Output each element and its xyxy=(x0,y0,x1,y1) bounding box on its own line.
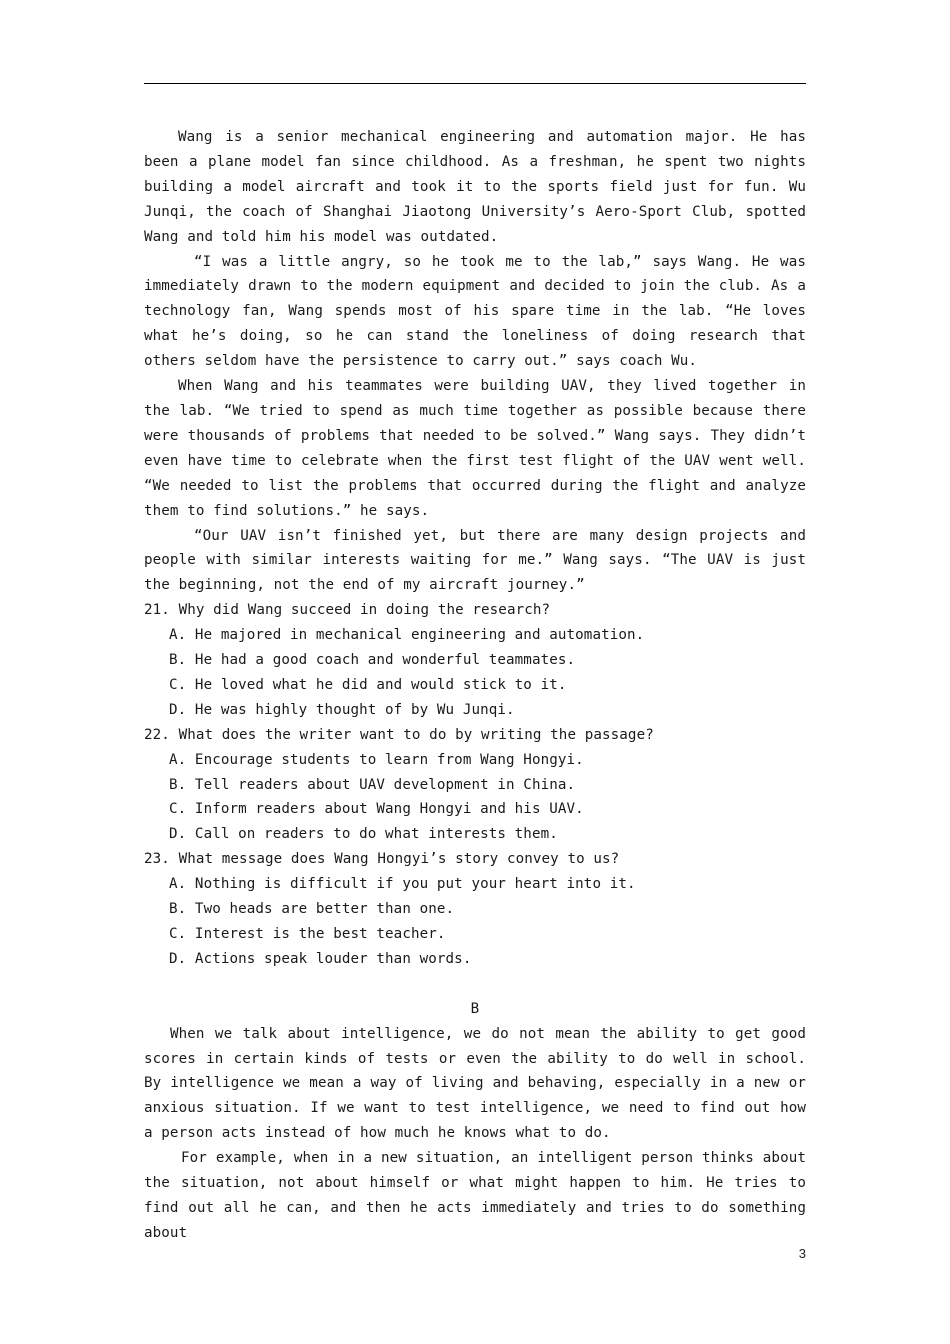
option-a: A. He majored in mechanical engineering and automation. xyxy=(169,627,645,644)
passage-a-paragraph: Wang is a senior mechanical engineering and automation major. He has been a plane model fan since childhood. As a freshman, he spent two nights building a model aircraft and took it to the sports field just for fun. Wu Junqi, the coach of Shanghai Jiaotong University’s Aero-Sport Club, spotted Wang and told him his model was outdated. xyxy=(144,129,806,245)
question-22 xyxy=(144,723,806,848)
question-stem: 23. What message does Wang Hongyi’s story convey to us? xyxy=(144,851,620,868)
passage-b-paragraph: For example, when in a new situation, an intelligent person thinks about the situation, not about himself or what might happen to him. He tries to find out all he can, and then he acts immediately and tries to do something about xyxy=(144,1150,806,1241)
option-d: D. He was highly thought of by Wu Junqi. xyxy=(169,701,515,718)
passage-a-paragraph: When Wang and his teammates were building UAV, they lived together in the lab. “We tried to spend as much time together as possible because there were thousands of problems that needed to be solved.” Wang says. They didn’t even have time to celebrate when the first test flight of the UAV went well. “We needed to list the problems that occurred during the flight and analyze them to find solutions.” he says. xyxy=(144,378,806,519)
option-a: A. Nothing is difficult if you put your heart into it. xyxy=(169,876,636,893)
option-a: A. Encourage students to learn from Wang Hongyi. xyxy=(169,751,584,768)
page-content xyxy=(144,125,806,1246)
question-stem: 22. What does the writer want to do by writing the passage? xyxy=(144,726,654,743)
option-c: C. Interest is the best teacher. xyxy=(169,926,446,942)
option-c: C. Inform readers about Wang Hongyi and his UAV. xyxy=(169,801,584,818)
question-stem: 21. Why did Wang succeed in doing the research? xyxy=(144,602,551,619)
option-d: D. Actions speak louder than words. xyxy=(169,950,472,967)
option-b: B. Tell readers about UAV development in China. xyxy=(169,776,576,793)
option-b: B. Two heads are better than one. xyxy=(169,901,455,918)
question-21 xyxy=(144,598,806,723)
option-c: C. He loved what he did and would stick to it. xyxy=(169,676,567,693)
passage-a-paragraph: “I was a little angry, so he took me to the lab,” says Wang. He was immediately drawn to the modern equipment and decided to join the club. As a technology fan, Wang spends most of his spare time in the lab. “He loves what he’s doing, so he can stand the loneliness of doing research that others seldom have the persistence to carry out.” says coach Wu. xyxy=(144,253,806,370)
option-d: D. Call on readers to do what interests them. xyxy=(169,826,558,843)
passage-b-paragraph: When we talk about intelligence, we do not mean the ability to get good scores in certain kinds of tests or even the ability to do well in school. By intelligence we mean a way of living and behaving, especially in a new or anxious situation. If we want to test intelligence, we need to find out how a person acts instead of how much he knows what to do. xyxy=(144,1025,806,1142)
header-rule xyxy=(144,83,806,84)
question-23 xyxy=(144,847,806,972)
section-heading-b: B xyxy=(470,1000,480,1017)
passage-a-paragraph: “Our UAV isn’t finished yet, but there are many design projects and people with similar interests waiting for me.” Wang says. “The UAV is just the beginning, not the end of my aircraft journey.” xyxy=(144,527,806,594)
option-b: B. He had a good coach and wonderful teammates. xyxy=(169,652,576,669)
page-number: 3 xyxy=(798,1246,806,1261)
